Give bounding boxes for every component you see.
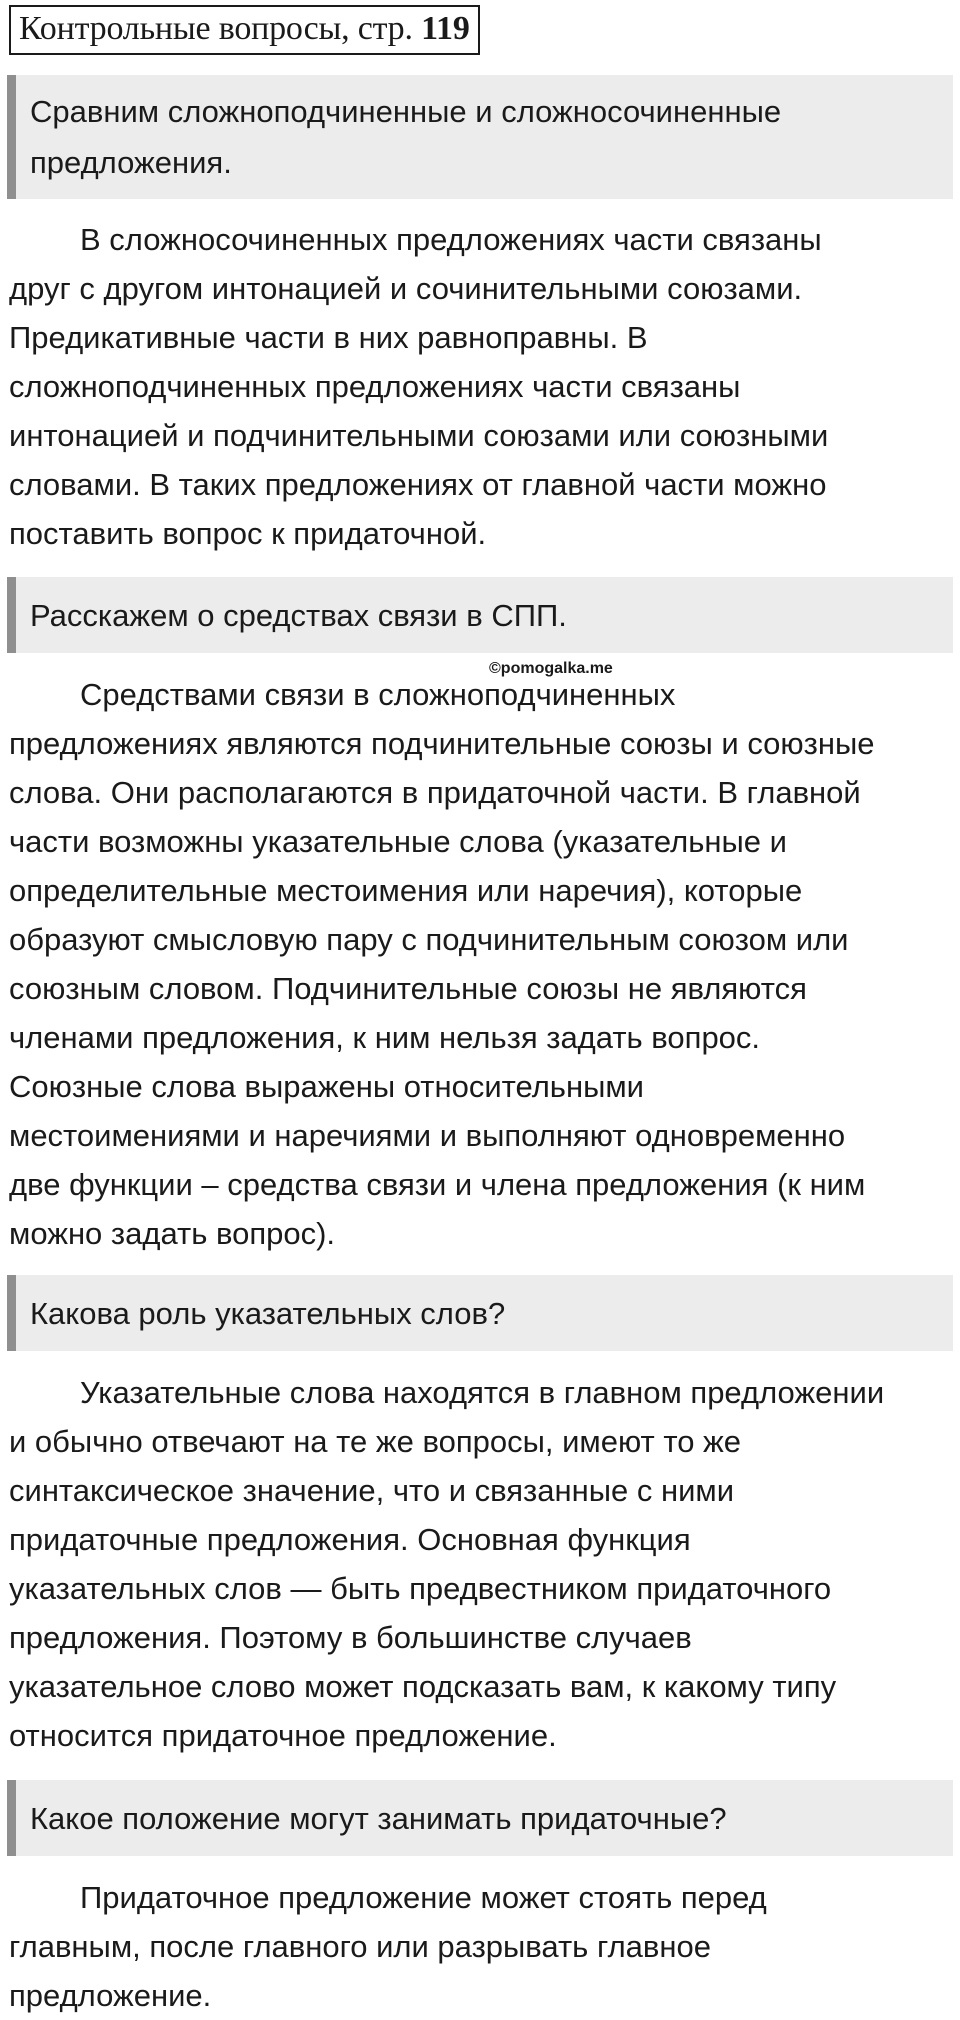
- watermark: ©pomogalka.me: [489, 660, 613, 677]
- answer-text-3: Указательные слова находятся в главном предложении и обычно отвечают на те же вопросы, имеют то же синтаксическое значение, что и связанные с ними придаточные предложения. Основная функция указательных слов — быть предвестником придаточного предложения. Поэтому в большинстве случаев указательное слово может подсказать вам, к какому типу относится придаточное предложение.: [9, 1375, 885, 1753]
- answer-text-2: Средствами связи в сложноподчиненных предложениях являются подчинительные союзы и союзные слова. Они располагаются в придаточной части. В главной части возможны указательные слова (указательные и определительные местоимения или наречия), которые образуют смысловую пару с подчинительным союзом или союзным словом. Подчинительные союзы не являются членами предложения, к ним нельзя задать вопрос. Союзные слова выражены относительными местоимениями и наречиями и выполняют одновременно две функции – средства связи и члена предложения (к ним можно задать вопрос).: [9, 677, 875, 1251]
- question-text: Расскажем о средствах связи в СПП.: [30, 597, 567, 633]
- question-text: Сравним сложноподчиненные и сложносочиненные предложения.: [30, 94, 782, 180]
- question-text: Какое положение могут занимать придаточные?: [30, 1800, 727, 1836]
- question-text: Какова роль указательных слов?: [30, 1295, 506, 1331]
- page-title: [9, 5, 480, 55]
- question-block-3: [7, 1275, 953, 1351]
- question-block-1: [7, 75, 953, 199]
- question-block-4: [7, 1780, 953, 1856]
- page-number: 119: [421, 10, 470, 47]
- question-block-2: [7, 577, 953, 653]
- page-title-text: Контрольные вопросы, стр.: [19, 10, 413, 47]
- answer-text-4: Придаточное предложение может стоять перед главным, после главного или разрывать главное предложение.: [9, 1880, 767, 2013]
- answer-text-1: В сложносочиненных предложениях части связаны друг с другом интонацией и сочинительными союзами. Предикативные части в них равноправны. В сложноподчиненных предложениях части связаны интонацией и подчинительными союзами или союзными словами. В таких предложениях от главной части можно поставить вопрос к придаточной.: [9, 222, 829, 551]
